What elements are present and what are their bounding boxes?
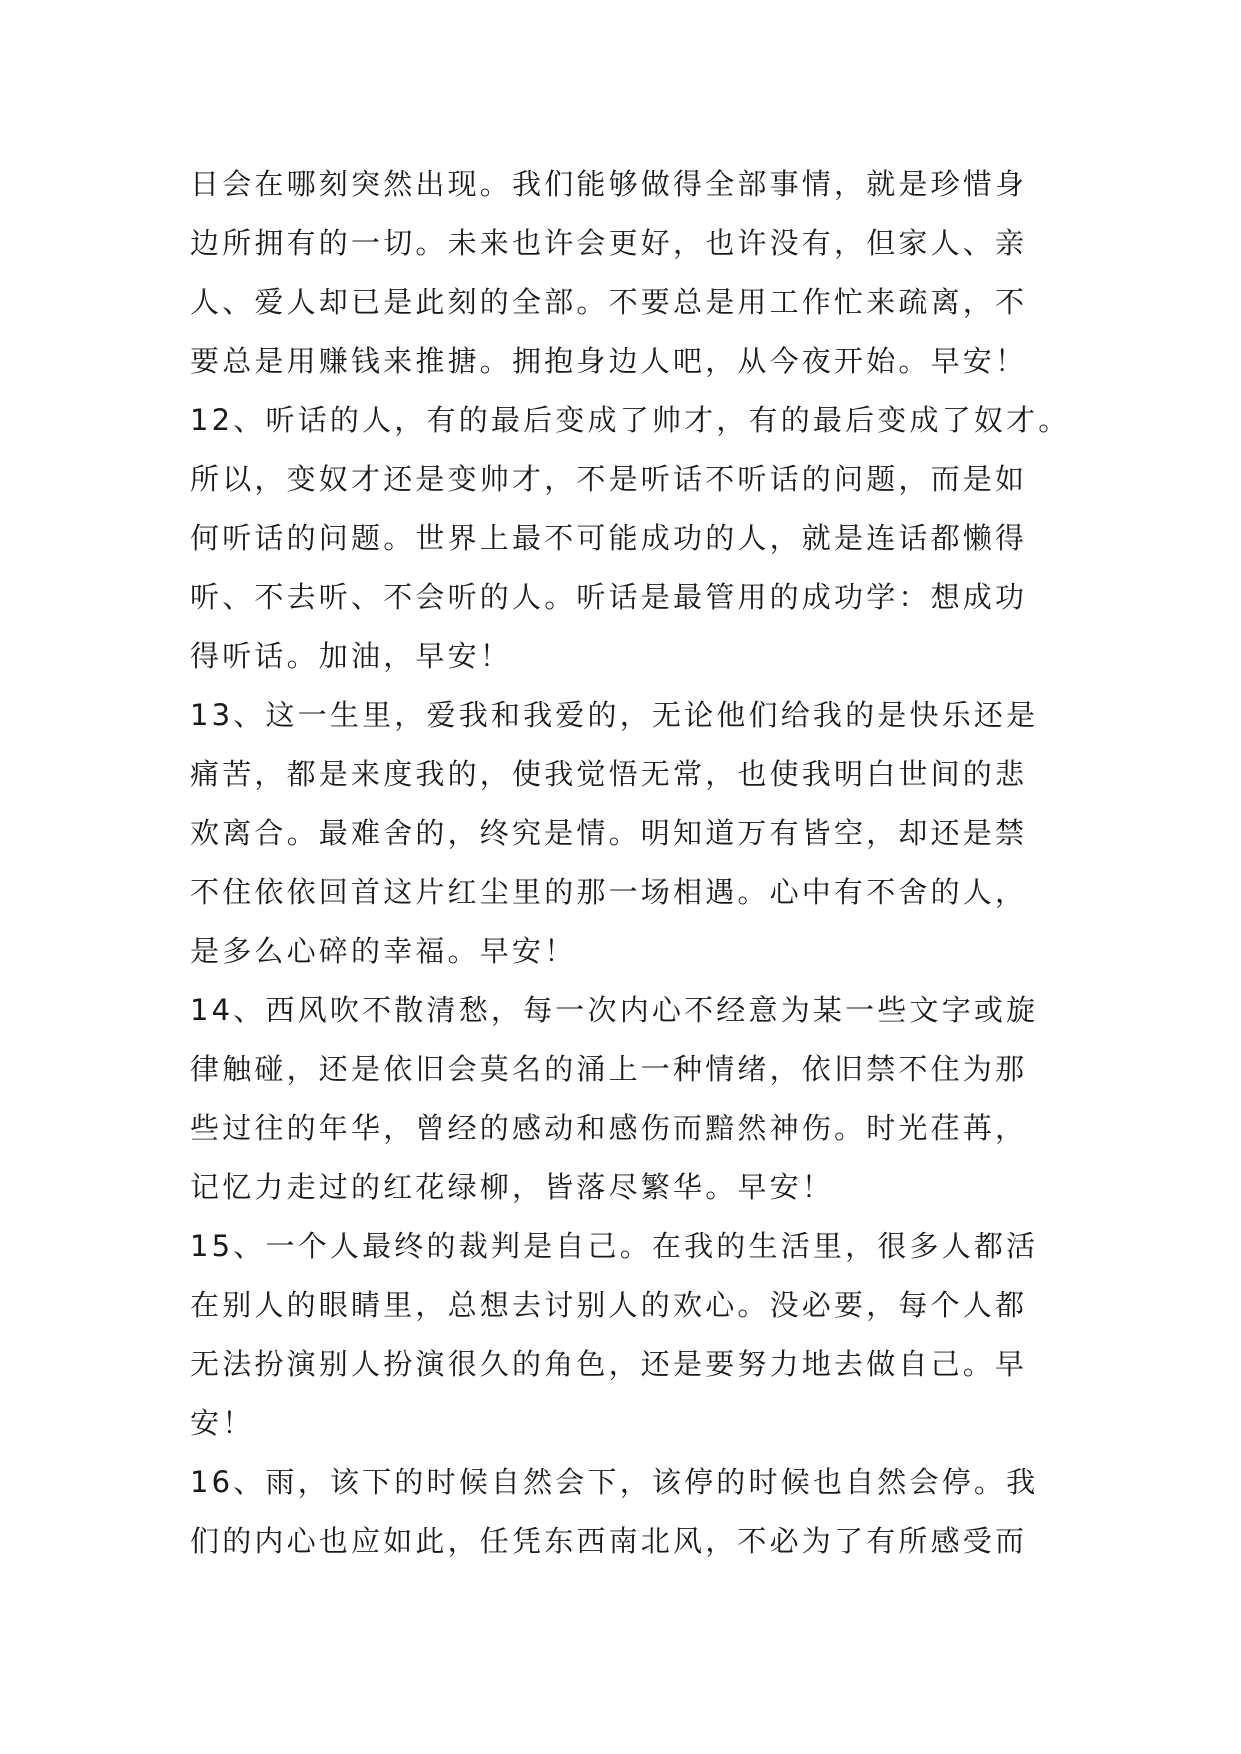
text-line: 得听话。加油，早安！ — [190, 639, 513, 673]
text-line: 要总是用赚钱来推搪。拥抱身边人吧，从今夜开始。早安！ — [190, 344, 1028, 378]
text-line: 在别人的眼睛里，总想去讨别人的欢心。没必要，每个人都 — [190, 1288, 1028, 1322]
text-line: 安！ — [190, 1406, 255, 1440]
text-line: 些过往的年华，曾经的感动和感伤而黯然神伤。时光荏苒， — [190, 1111, 1028, 1145]
text-line: 14、西风吹不散清愁，每一次内心不经意为某一些文字或旋 — [190, 993, 1039, 1027]
text-line: 记忆力走过的红花绿柳，皆落尽繁华。早安！ — [190, 1170, 835, 1204]
text-line: 欢离合。最难舍的，终究是情。明知道万有皆空，却还是禁 — [190, 816, 1028, 850]
text-line: 所以，变奴才还是变帅才，不是听话不听话的问题，而是如 — [190, 462, 1028, 496]
text-line: 16、雨，该下的时候自然会下，该停的时候也自然会停。我 — [190, 1465, 1039, 1499]
text-line: 不住依依回首这片红尘里的那一场相遇。心中有不舍的人， — [190, 875, 1028, 909]
text-line: 15、一个人最终的裁判是自己。在我的生活里，很多人都活 — [190, 1229, 1039, 1263]
text-line: 人、爱人却已是此刻的全部。不要总是用工作忙来疏离，不 — [190, 285, 1028, 319]
text-line: 边所拥有的一切。未来也许会更好，也许没有，但家人、亲 — [190, 226, 1028, 260]
text-line: 13、这一生里，爱我和我爱的，无论他们给我的是快乐还是 — [190, 698, 1039, 732]
text-line: 律触碰，还是依旧会莫名的涌上一种情绪，依旧禁不住为那 — [190, 1052, 1028, 1086]
body-text — [190, 155, 1070, 1571]
text-line: 是多么心碎的幸福。早安！ — [190, 934, 577, 968]
text-line: 无法扮演别人扮演很久的角色，还是要努力地去做自己。早 — [190, 1347, 1028, 1381]
text-line: 们的内心也应如此，任凭东西南北风，不必为了有所感受而 — [190, 1524, 1028, 1558]
text-line: 听、不去听、不会听的人。听话是最管用的成功学：想成功 — [190, 580, 1028, 614]
text-line: 何听话的问题。世界上最不可能成功的人，就是连话都懒得 — [190, 521, 1028, 555]
text-line: 日会在哪刻突然出现。我们能够做得全部事情，就是珍惜身 — [190, 167, 1028, 201]
text-line: 12、听话的人，有的最后变成了帅才，有的最后变成了奴才。 — [190, 403, 1071, 437]
text-line: 痛苦，都是来度我的，使我觉悟无常，也使我明白世间的悲 — [190, 757, 1028, 791]
